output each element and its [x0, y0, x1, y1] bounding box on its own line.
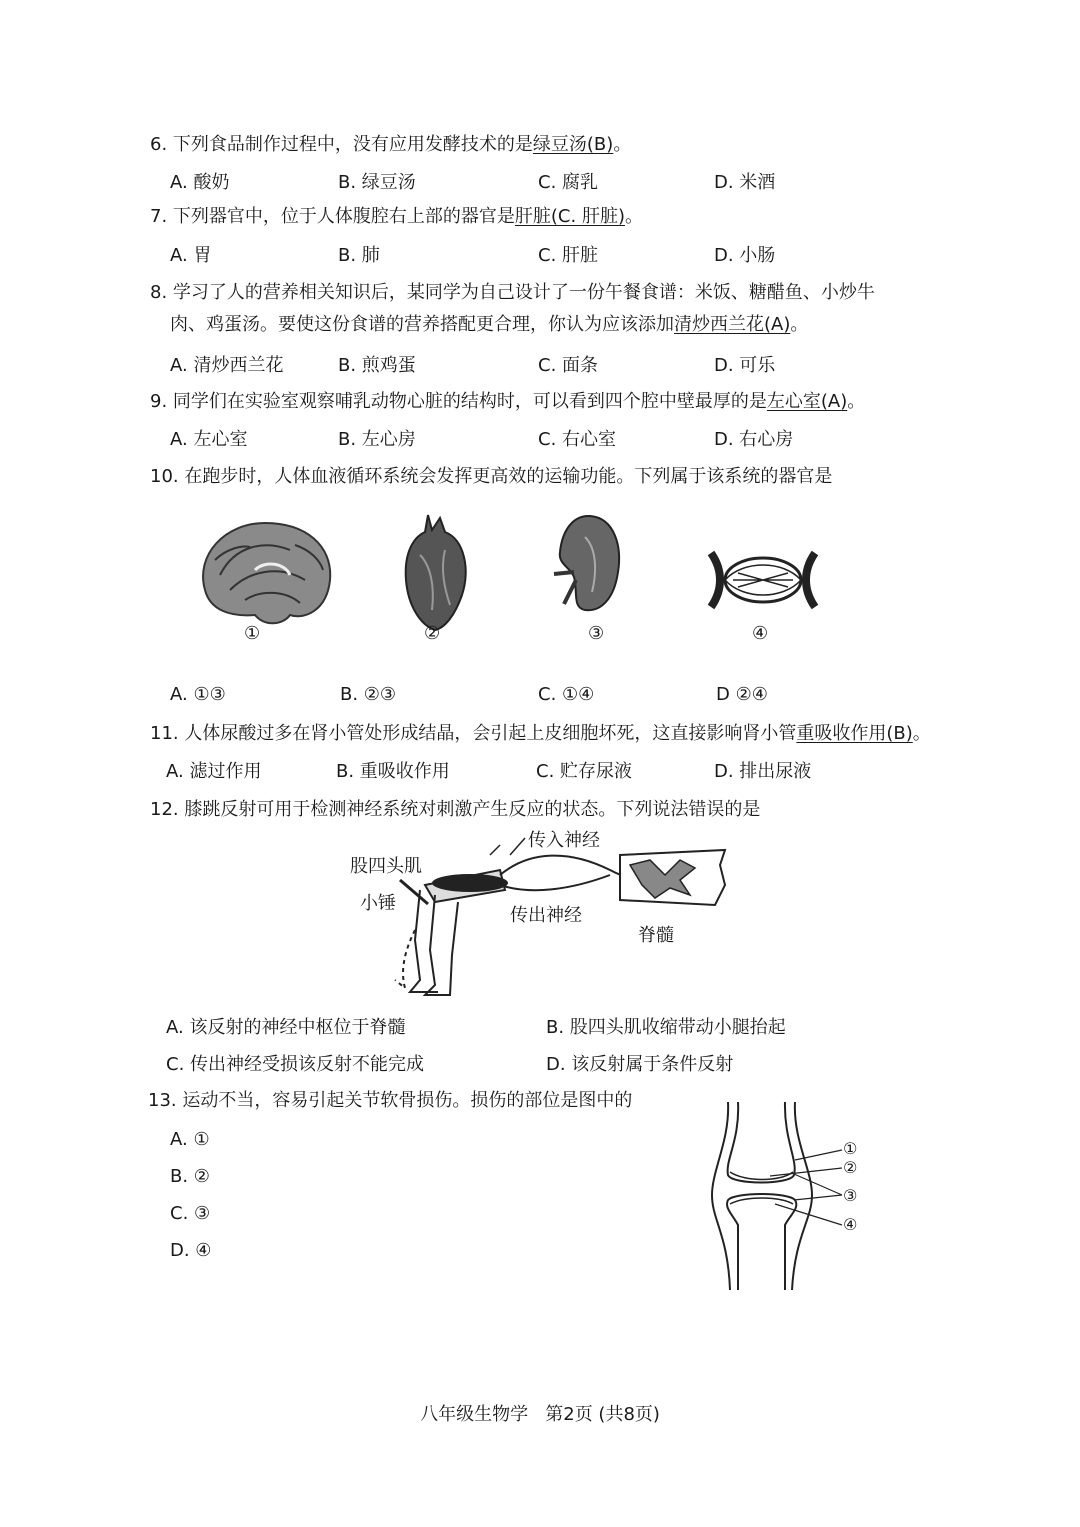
label-hammer: 小锤	[360, 893, 396, 914]
q13-stem: 13. 运动不当，容易引起关节软骨损伤。损伤的部位是图中的	[148, 1090, 633, 1111]
q8-option-d: D. 可乐	[714, 355, 776, 376]
q9-option-d: D. 右心房	[714, 429, 794, 450]
q11-answer: 重吸收作用(B)	[796, 723, 913, 744]
joint-label-1: ①	[843, 1139, 858, 1158]
q9-stem	[150, 390, 865, 414]
q13-option-c: C. ③	[170, 1203, 211, 1224]
q7-answer: 肝脏(C. 肝脏)	[514, 206, 625, 227]
q7-option-c: C. 肝脏	[538, 245, 599, 266]
q10-label-2: ②	[424, 623, 441, 644]
joint-label-4: ④	[843, 1215, 858, 1234]
q7-stem-text: 7. 下列器官中，位于人体腹腔右上部的器官是	[150, 206, 515, 227]
q8-end: 。	[790, 314, 809, 335]
q10-label-3: ③	[588, 623, 605, 644]
q11-stem-text: 11. 人体尿酸过多在肾小管处形成结晶，会引起上皮细胞坏死，这直接影响肾小管	[150, 723, 797, 744]
q7-end: 。	[624, 206, 643, 227]
q12-stem: 12. 膝跳反射可用于检测神经系统对刺激产生反应的状态。下列说法错误的是	[150, 799, 761, 820]
q11-option-c: C. 贮存尿液	[536, 761, 633, 782]
q8-option-c: C. 面条	[538, 355, 599, 376]
q12-option-a: A. 该反射的神经中枢位于脊髓	[166, 1017, 406, 1038]
heart-image	[400, 510, 475, 635]
q9-option-c: C. 右心室	[538, 429, 617, 450]
q6-stem	[150, 133, 631, 157]
q13-option-d: D. ④	[170, 1240, 212, 1261]
q6-option-c: C. 腐乳	[538, 172, 599, 193]
joint-label-2: ②	[843, 1158, 858, 1177]
q6-option-a: A. 酸奶	[170, 172, 230, 193]
label-efferent-nerve: 传出神经	[510, 905, 582, 926]
q7-stem	[150, 205, 643, 229]
label-spinal-cord: 脊髓	[638, 925, 674, 946]
q10-option-c: C. ①④	[538, 684, 595, 705]
label-quadriceps: 股四头肌	[350, 856, 422, 877]
q6-end: 。	[613, 134, 632, 155]
q10-label-1: ①	[244, 623, 261, 644]
q9-option-a: A. 左心室	[170, 429, 248, 450]
q6-answer: 绿豆汤(B)	[532, 134, 614, 155]
q9-option-b: B. 左心房	[338, 429, 416, 450]
q13-option-a: A. ①	[170, 1129, 210, 1150]
brain-image	[195, 515, 340, 630]
q10-stem: 10. 在跑步时，人体血液循环系统会发挥更高效的运输功能。下列属于该系统的器官是	[150, 466, 833, 487]
q10-option-a: A. ①③	[170, 684, 226, 705]
q9-stem-text: 9. 同学们在实验室观察哺乳动物心脏的结构时，可以看到四个腔中壁最厚的是	[150, 391, 767, 412]
q10-option-b: B. ②③	[340, 684, 397, 705]
muscle-image	[703, 545, 823, 615]
label-afferent-nerve: 传入神经	[528, 830, 600, 851]
q10-option-d: D ②④	[716, 684, 768, 705]
q9-answer: 左心室(A)	[766, 391, 848, 412]
q8-stem-line1: 8. 学习了人的营养相关知识后，某同学为自己设计了一份午餐食谱：米饭、糖醋鱼、小炒牛	[150, 282, 875, 303]
q8-option-b: B. 煎鸡蛋	[338, 355, 416, 376]
q8-option-a: A. 清炒西兰花	[170, 355, 284, 376]
page-footer: 八年级生物学 第2页 (共8页)	[420, 1404, 660, 1425]
joint-label-3: ③	[843, 1186, 858, 1205]
q6-option-b: B. 绿豆汤	[338, 172, 416, 193]
q12-option-d: D. 该反射属于条件反射	[546, 1054, 734, 1075]
q11-end: 。	[912, 723, 931, 744]
q9-end: 。	[847, 391, 866, 412]
q6-stem-text: 6. 下列食品制作过程中，没有应用发酵技术的是	[150, 134, 533, 155]
q10-label-4: ④	[752, 623, 769, 644]
kidney-image	[550, 512, 625, 617]
q7-option-d: D. 小肠	[714, 245, 776, 266]
joint-diagram	[700, 1100, 850, 1295]
q8-stem-line2	[170, 313, 808, 337]
q11-option-b: B. 重吸收作用	[336, 761, 450, 782]
q12-option-b: B. 股四头肌收缩带动小腿抬起	[546, 1017, 786, 1038]
q7-option-a: A. 胃	[170, 245, 212, 266]
q11-option-d: D. 排出尿液	[714, 761, 812, 782]
q8-answer: 清炒西兰花(A)	[674, 314, 791, 335]
q11-stem	[150, 722, 931, 746]
q11-option-a: A. 滤过作用	[166, 761, 262, 782]
q13-option-b: B. ②	[170, 1166, 210, 1187]
q6-option-d: D. 米酒	[714, 172, 776, 193]
q7-option-b: B. 肺	[338, 245, 380, 266]
q12-option-c: C. 传出神经受损该反射不能完成	[166, 1054, 425, 1075]
q8-stem-text: 肉、鸡蛋汤。要使这份食谱的营养搭配更合理，你认为应该添加	[170, 314, 674, 335]
